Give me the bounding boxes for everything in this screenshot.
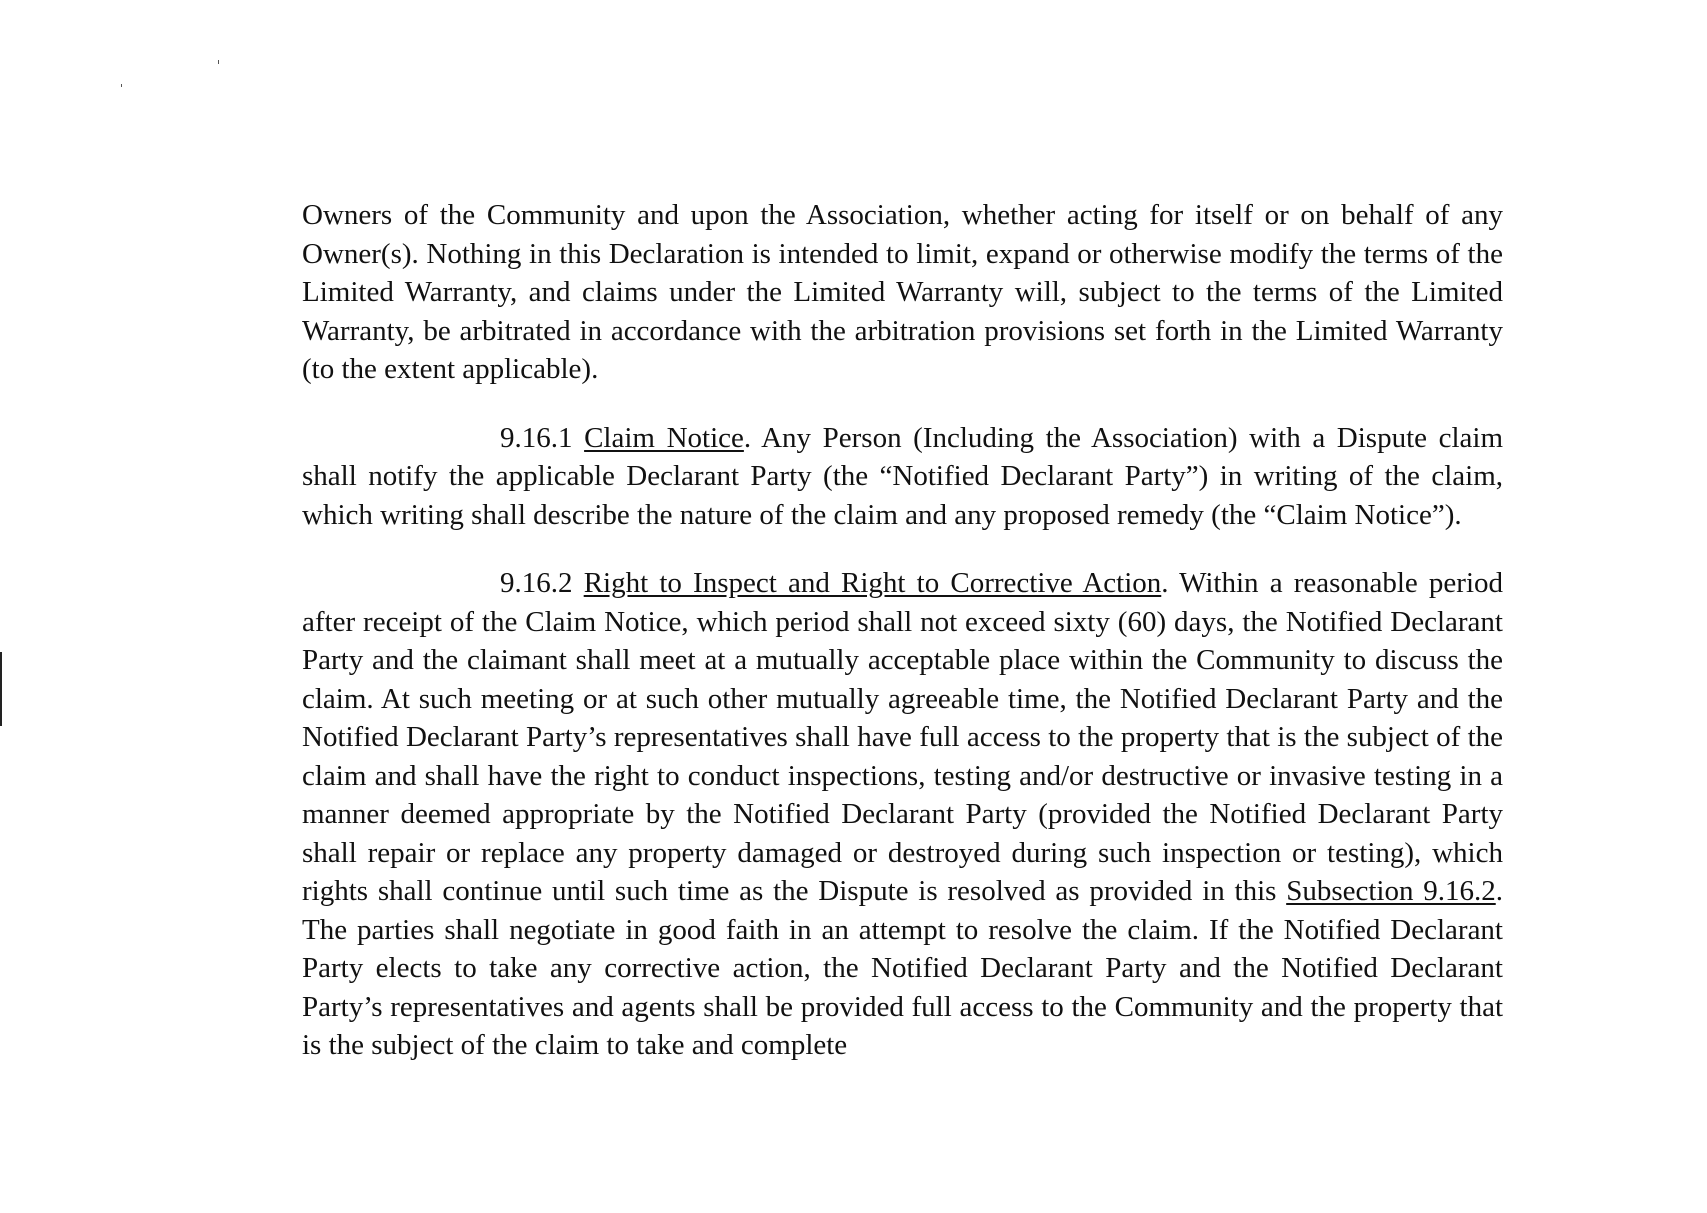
section-heading: Right to Inspect and Right to Corrective Action — [583, 567, 1162, 599]
document-body — [302, 196, 1503, 1095]
section-text: . Within a reasonable period after receipt of the Claim Notice, which period shall not exceed sixty (60) days, the Notified Declarant Party and the claimant shall meet at a mutually acceptable place within the Community to discuss the claim. At such meeting or at such other mutually agreeable time, the Notified Declarant Party and the Notified Declarant Party’s representatives shall have full access to the property that is the subject of the claim and shall have the right to conduct inspections, testing and/or destructive or invasive testing in a manner deemed appropriate by the Notified Declarant Party (provided the Notified Declarant Party shall repair or replace any property damaged or destroyed during such inspection or testing), which rights shall continue until such time as the Dispute is resolved as provided in this — [302, 567, 1504, 907]
section-heading: Claim Notice — [584, 421, 744, 454]
section-number: 9.16.1 — [500, 421, 573, 454]
paragraph-continuation: Owners of the Community and upon the Association, whether acting for itself or on behalf of any Owner(s). Nothing in this Declaration is intended to limit, expand or otherwise modify the terms of the Limited Warranty, and claims under the Limited Warranty will, subject to the terms of the Limited Warranty, be arbitrated in accordance with the arbitration provisions set forth in the Limited Warranty (to the extent applicable). — [302, 199, 1503, 385]
scan-edge-mark — [0, 652, 2, 726]
paragraph-9-16-2 — [302, 564, 1503, 1065]
paragraph-9-16-1 — [302, 419, 1503, 535]
section-text-continued: . The parties shall negotiate in good faith in an attempt to resolve the claim. If the Notified Declarant Party elects to take any corrective action, the Notified Declarant Party and the Notified Declarant Party’s representatives and agents shall be provided full access to the Community and the property that is the subject of the claim to take and complete — [302, 875, 1503, 1061]
subsection-reference: Subsection 9.16.2 — [1286, 875, 1496, 907]
section-number: 9.16.2 — [500, 567, 573, 599]
section-text: . Any Person (Including the Association) with a Dispute claim shall notify the applicable Declarant Party (the “Notified Declarant Party”) in writing of the claim, which writing shall describe the nature of the claim and any proposed remedy (the “Claim Notice”). — [302, 421, 1504, 531]
